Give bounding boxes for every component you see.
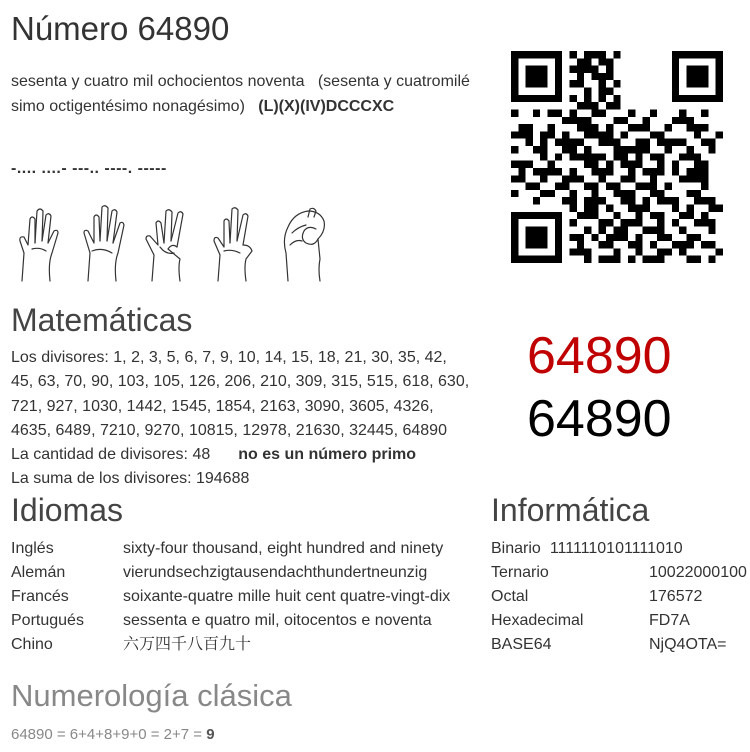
language-row: Chino 六万四千八百九十 bbox=[11, 636, 252, 653]
numerology-section-title: Numerología clásica bbox=[11, 678, 292, 713]
hand-six-icon bbox=[20, 209, 58, 281]
ordinal-line2: simo octigentésimo nonagésimo) bbox=[11, 98, 245, 115]
language-row: Alemán vierundsechzigtausendachthundertneunzig bbox=[11, 564, 428, 581]
hand-eight-icon bbox=[146, 210, 183, 281]
divisors-line-1: Los divisores: 1, 2, 3, 5, 6, 7, 9, 10, 14, 15, 18, 21, 30, 35, 42, bbox=[11, 349, 447, 366]
binary-row: Binario 1111110101111010 bbox=[491, 540, 683, 557]
divisors-line-2: 45, 63, 70, 90, 103, 105, 126, 206, 210, 309, 315, 515, 618, 630, bbox=[11, 373, 470, 391]
hand-four-icon bbox=[84, 206, 124, 281]
divisor-count-value: 48 bbox=[192, 446, 211, 464]
divisors-line-3: 721, 927, 1030, 1442, 1545, 1854, 2163, 3090, 3605, 4326, bbox=[11, 397, 434, 415]
divisor-sum-value: 194688 bbox=[195, 470, 250, 488]
morse-code: -.... ....- ---.. ----. ----- bbox=[11, 160, 167, 177]
hand-nine-icon bbox=[214, 208, 252, 281]
divisor-sum-label: La suma de los divisores: bbox=[11, 470, 192, 488]
octal-row: Octal 176572 bbox=[491, 588, 703, 605]
language-row: Portugués sessenta e quatro mil, oitocentos e noventa bbox=[11, 612, 432, 629]
numerology-equation: 64890 = 6+4+8+9+0 = 2+7 = 9 bbox=[11, 726, 215, 743]
big-number-red: 64890 bbox=[527, 327, 672, 385]
ternary-row: Ternario 10022000100 bbox=[491, 564, 747, 581]
languages-section-title: Idiomas bbox=[11, 492, 124, 528]
divisors-line-4: 4635, 6489, 7210, 9270, 10815, 12978, 21630, 32445, 64890 bbox=[11, 421, 447, 439]
math-section bbox=[11, 346, 481, 492]
roman-numeral: (L)(X)(IV)DCCCXC bbox=[258, 98, 395, 115]
numerology-result: 9 bbox=[206, 726, 215, 743]
divisor-sum-line bbox=[11, 467, 481, 491]
divisors-label: Los divisores: bbox=[11, 349, 109, 366]
number-words: sesenta y cuatro mil ochocientos noventa bbox=[11, 73, 305, 90]
divisor-count-label: La cantidad de divisores: bbox=[11, 446, 188, 464]
page-title: Número 64890 bbox=[11, 10, 230, 47]
big-number-black: 64890 bbox=[527, 390, 672, 448]
base64-row: BASE64 NjQ4OTA= bbox=[491, 636, 727, 653]
informatics-section-title: Informática bbox=[491, 492, 650, 528]
hexadecimal-row: Hexadecimal FD7A bbox=[491, 612, 690, 629]
math-section-title: Matemáticas bbox=[11, 302, 193, 338]
ordinal-line1: (sesenta y cuatromilé bbox=[317, 73, 470, 90]
languages-table bbox=[11, 537, 450, 657]
hand-zero-icon bbox=[284, 208, 324, 281]
prime-status: no es un número primo bbox=[238, 446, 417, 464]
hand-signs bbox=[14, 203, 334, 283]
divisor-count-line bbox=[11, 443, 481, 467]
language-row: Francés soixante-quatre mille huit cent quatre-vingt-dix bbox=[11, 588, 451, 605]
informatics-table bbox=[491, 537, 747, 657]
qr-code bbox=[511, 51, 723, 263]
number-description bbox=[11, 69, 481, 119]
language-row: Inglés sixty-four thousand, eight hundred and ninety bbox=[11, 540, 444, 557]
